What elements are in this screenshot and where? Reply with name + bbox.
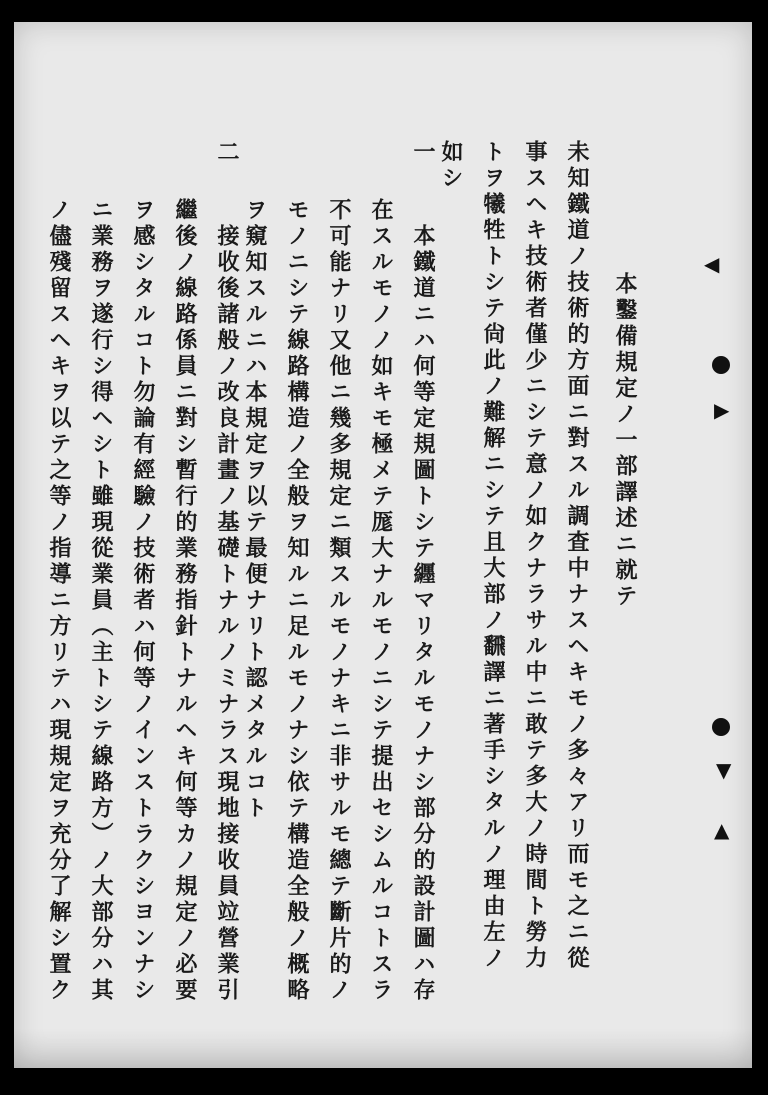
document-title: 本鑿備規定ノ一部譯述ニ就テ [612, 272, 638, 610]
vertical-text-body [46, 140, 654, 1004]
arrow-down-mark: ▼ [716, 758, 732, 782]
arrow-left-mark: ◀ [704, 252, 720, 276]
binding-hole-top-dot [712, 356, 730, 374]
text-column-11: 繼後ノ線路係員ニ對シ暫行的業務指針トナルヘキ何等カノ規定ノ必要 [172, 198, 198, 1004]
arrow-right-mark-1: ▶ [714, 398, 730, 422]
arrow-up-mark: ▲ [714, 818, 730, 842]
text-column-10: 接收後諸般ノ改良計畫ノ基礎トナルノミナラス現地接收員竝營業引 [214, 224, 240, 1004]
text-column-14: ノ儘殘留スヘキヲ以テ之等ノ指導ニ方リテハ現規定ヲ充分了解シ置ク [46, 198, 72, 1004]
text-column-4: 如シ [438, 140, 464, 192]
text-column-3: トヲ犧牲トシテ尙此ノ難解ニシテ且大部ノ飜譯ニ著手シタルノ理由左ノ [480, 140, 506, 972]
text-column-12: ヲ感シタルコト勿論有經驗ノ技術者ハ何等ノインストラクシヨンナシ [130, 198, 156, 1004]
binding-hole-bottom-dot [712, 718, 730, 736]
text-column-9: ヲ窺知スルニハ本規定ヲ以テ最便ナリト認メタルコト [242, 198, 268, 822]
text-column-2: 事スヘキ技術者僅少ニシテ意ノ如クナラサル中ニ敢テ多大ノ時間ト勞力 [522, 140, 548, 972]
text-column-6: 在スルモノノ如キモ極メテ厖大ナルモノニシテ提出セシムルコトスラ [368, 198, 394, 1004]
text-column-13: ニ業務ヲ遂行シ得ヘシト雖現從業員（主トシテ線路方）ノ大部分ハ其 [88, 198, 114, 1004]
text-column-7: 不可能ナリ又他ニ幾多規定ニ類スルモノナキニ非サルモ總テ斷片的ノ [326, 198, 352, 1004]
text-column-1: 未知鐵道ノ技術的方面ニ對スル調査中ナスヘキモノ多々アリ而モ之ニ從 [564, 140, 590, 972]
section-number-2: 二 [214, 140, 240, 166]
text-column-5: 本鐵道ニハ何等定規圖トシテ纒マリタルモノナシ部分的設計圖ハ存 [410, 224, 436, 1004]
document-page [14, 22, 752, 1068]
section-number-1: 一 [410, 140, 436, 166]
text-column-8: モノニシテ線路構造ノ全般ヲ知ルニ足ルモノナシ依テ構造全般ノ概略 [284, 198, 310, 1004]
